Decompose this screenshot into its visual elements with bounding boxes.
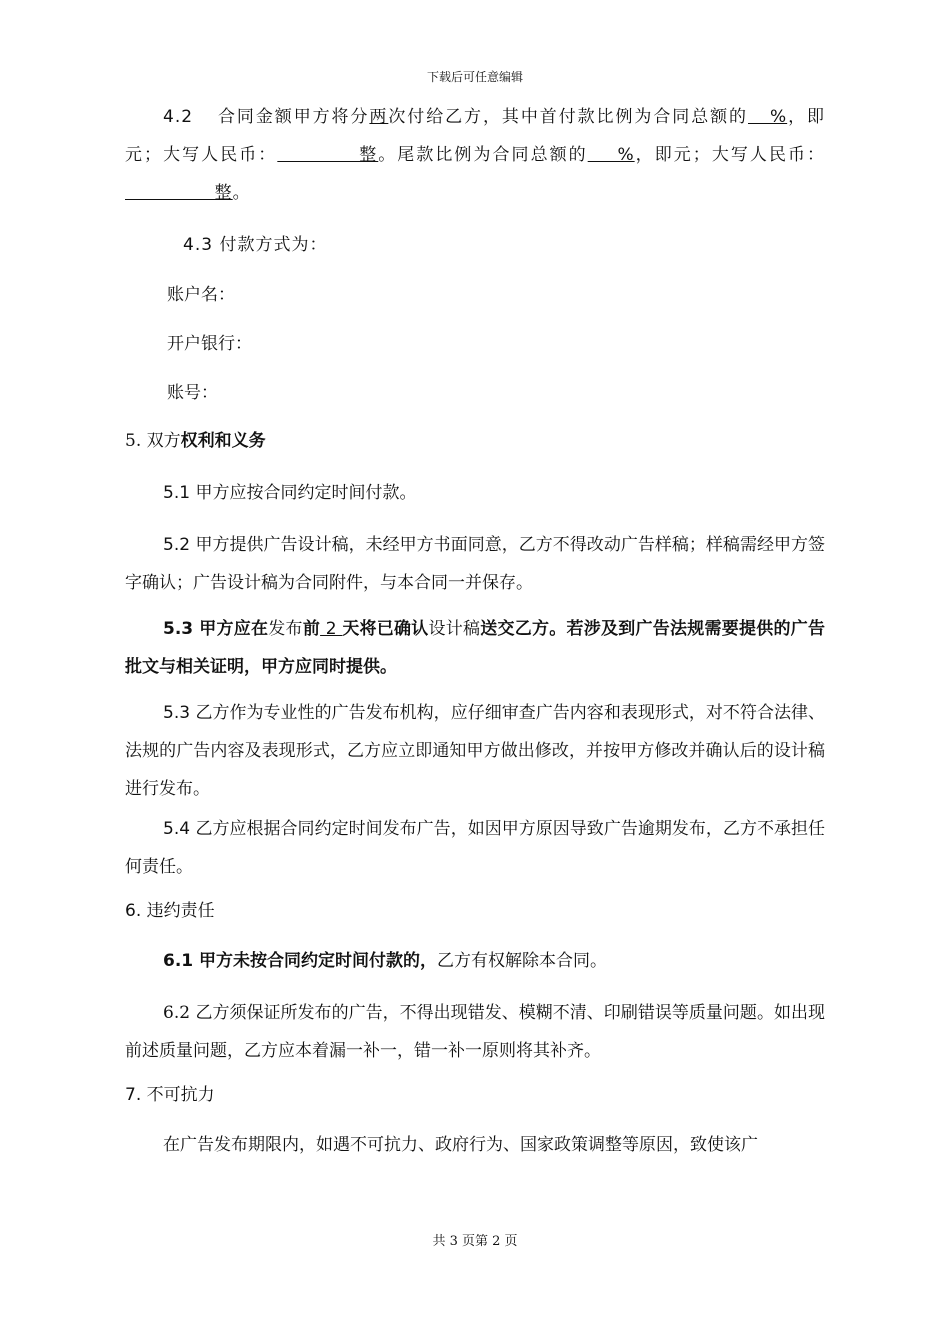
installments-count: 两 [369,107,389,127]
page-footer: 共 3 页第 2 页 [432,1234,518,1249]
clause-5-3-review: 5.3 乙方作为专业性的广告发布机构，应仔细审查广告内容和表现形式，对不符合法律、法规的广告内容及表现形式，乙方应立即通知甲方做出修改，并按甲方修改并确认后的设计稿进行发布。 [125,703,825,799]
clause-4-3: 4.3 付款方式为： [183,235,328,255]
first-payment-percent-blank: % [748,107,788,127]
bank-label: 开户银行： [167,334,252,354]
clause-5-3-delivery: 5.3 甲方应在发布前 2 天将已确认设计稿送交乙方。若涉及到广告法规需要提供的广告批文与相关证明，甲方应同时提供。 [125,619,826,677]
clause-4-2: 4.2 合同金额甲方将分两次付给乙方，其中首付款比例为合同总额的 %，即元；大写人民币： 整。尾款比例为合同总额的 %，即元；大写人民币： 整。 [125,107,826,203]
days-blank: 2 [320,619,343,639]
section-7-title: 7. 不可抗力 [125,1085,215,1105]
clause-6-2: 6.2 乙方须保证所发布的广告，不得出现错发、模糊不清、印刷错误等质量问题。如出现前述质量问题，乙方应本着漏一补一，错一补一原则将其补齐。 [125,1003,825,1061]
final-payment-percent-blank: % [587,145,635,165]
section-5-title: 5. 双方权利和义务 [125,431,266,451]
page-header: 下载后可任意编辑 [426,70,523,84]
clause-5-4: 5.4 乙方应根据合同约定时间发布广告，如因甲方原因导致广告逾期发布，乙方不承担任何责任。 [125,819,825,877]
clause-5-1: 5.1 甲方应按合同约定时间付款。 [163,483,417,503]
final-payment-amount-blank: 整 [125,183,233,203]
first-payment-amount-blank: 整 [277,145,379,165]
account-number-label: 账号： [167,383,218,403]
clause-6-1: 6.1 甲方未按合同约定时间付款的，乙方有权解除本合同。 [163,951,608,971]
section-7-paragraph: 在广告发布期限内，如遇不可抗力、政府行为、国家政策调整等原因，致使该广 [163,1135,758,1155]
account-name-label: 账户名： [167,285,235,305]
clause-5-2: 5.2 甲方提供广告设计稿，未经甲方书面同意，乙方不得改动广告样稿；样稿需经甲方签字确认；广告设计稿为合同附件，与本合同一并保存。 [125,535,825,593]
section-6-title: 6. 违约责任 [125,901,215,921]
clause-number: 4.2 [163,107,194,127]
